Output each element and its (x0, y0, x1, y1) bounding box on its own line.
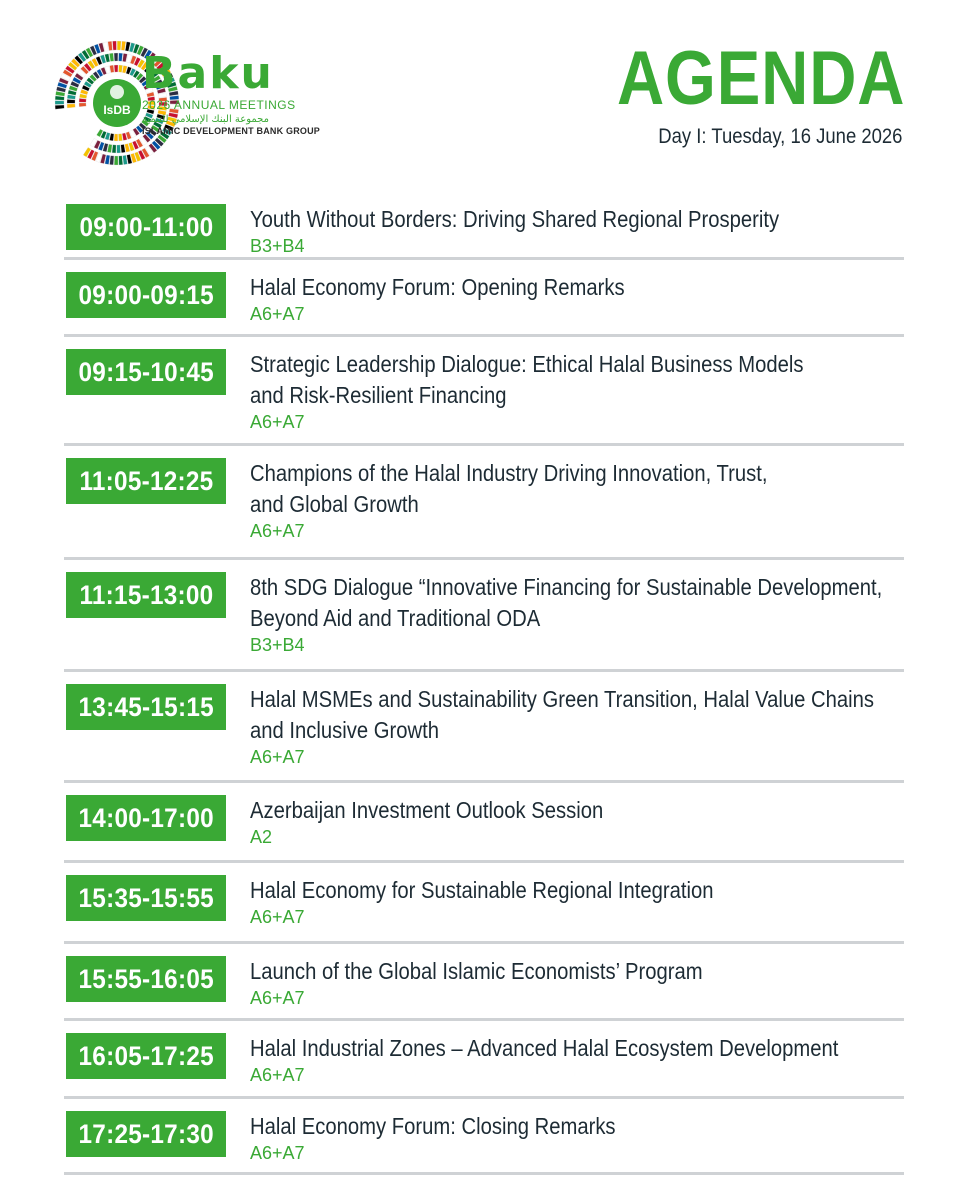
flag-tile (113, 41, 117, 50)
session-room: A6+A7 (250, 304, 305, 324)
session-title: Halal Economy Forum: Opening Remarks (250, 274, 625, 300)
agenda-row (64, 192, 904, 260)
time-badge: 09:00-09:15 (66, 272, 226, 318)
time-badge: 15:35-15:55 (66, 875, 226, 921)
flag-tile (107, 144, 112, 152)
flag-tile (112, 145, 116, 153)
session-room: B3+B4 (250, 236, 305, 256)
flag-tile (55, 105, 64, 109)
agenda-row (64, 863, 904, 944)
flag-tile (79, 103, 86, 107)
page-title: AGENDA (616, 36, 905, 121)
agenda-row (64, 560, 904, 672)
logo-bank-name: ISLAMIC DEVELOPMENT BANK GROUP (142, 126, 321, 136)
session-title: Champions of the Halal Industry Driving Innovation, Trust, and Global Growth (250, 460, 768, 517)
flag-tile (109, 53, 113, 61)
flag-tile (79, 98, 86, 102)
flag-tile (114, 65, 118, 72)
flag-tile (114, 156, 118, 165)
time-badge: 14:00-17:00 (66, 795, 226, 841)
agenda-row (64, 783, 904, 863)
session-room: A6+A7 (250, 907, 305, 927)
flag-tile (55, 96, 64, 100)
agenda-row (64, 260, 904, 337)
time-badge: 09:00-11:00 (66, 204, 226, 250)
session-title: Strategic Leadership Dialogue: Ethical Halal Business Models and Risk-Resilient Financing (250, 351, 804, 408)
time-badge: 09:15-10:45 (66, 349, 226, 395)
session-room: A6+A7 (250, 747, 305, 767)
flag-tile (109, 133, 113, 140)
flag-tile (67, 104, 75, 108)
flag-tile (121, 144, 126, 152)
flag-tile (108, 41, 113, 50)
session-title: Youth Without Borders: Driving Shared Regional Prosperity (250, 206, 780, 232)
flag-tile (119, 65, 123, 72)
flag-tile (117, 145, 121, 153)
flag-tile (114, 134, 118, 141)
session-room: A6+A7 (250, 988, 305, 1008)
agenda-list (64, 192, 904, 1175)
agenda-row (64, 944, 904, 1021)
time-badge: 13:45-15:15 (66, 684, 226, 730)
logo-arabic-name: مجموعة البنك الإسلامي للتنمية (142, 114, 269, 125)
agenda-row (64, 1099, 904, 1175)
flag-tile (118, 134, 122, 141)
session-title: Halal Economy for Sustainable Regional Integration (250, 877, 714, 903)
header (0, 0, 960, 190)
flag-tile (55, 101, 64, 105)
agenda-row (64, 672, 904, 783)
flag-tile (114, 53, 118, 61)
session-title: Launch of the Global Islamic Economists’ Program (250, 958, 703, 984)
agenda-row (64, 1021, 904, 1099)
flag-tile (119, 156, 123, 165)
agenda-row (64, 446, 904, 560)
time-badge: 17:25-17:30 (66, 1111, 226, 1157)
logo-baku: Baku (142, 48, 274, 99)
time-badge: 11:15-13:00 (66, 572, 226, 618)
flag-tile (123, 155, 128, 164)
agenda-row (64, 337, 904, 446)
flag-tile (121, 41, 126, 50)
flag-tile (117, 41, 121, 50)
session-room: A6+A7 (250, 1065, 305, 1085)
session-room: A6+A7 (250, 521, 305, 541)
flag-tile (118, 53, 122, 61)
session-title: Halal Industrial Zones – Advanced Halal Ecosystem Development (250, 1035, 839, 1061)
time-badge: 16:05-17:25 (66, 1033, 226, 1079)
session-title: Azerbaijan Investment Outlook Session (250, 797, 604, 823)
session-room: A2 (250, 827, 273, 847)
session-title: 8th SDG Dialogue “Innovative Financing for Sustainable Development, Beyond Aid and Traditional ODA (250, 574, 883, 631)
logo-annual-meetings: 2026 ANNUAL MEETINGS (142, 98, 296, 112)
flag-tile (67, 95, 75, 100)
time-badge: 15:55-16:05 (66, 956, 226, 1002)
flag-tile (110, 65, 114, 72)
flag-tile (67, 99, 75, 103)
session-room: A6+A7 (250, 1143, 305, 1163)
session-title: Halal Economy Forum: Closing Remarks (250, 1113, 616, 1139)
page-subtitle: Day I: Tuesday, 16 June 2026 (657, 125, 902, 148)
emblem-text: IsDB (103, 103, 131, 117)
flag-tile (110, 156, 114, 165)
time-badge: 11:05-12:25 (66, 458, 226, 504)
logo-wordmark (142, 48, 322, 136)
session-title: Halal MSMEs and Sustainability Green Transition, Halal Value Chains and Inclusive Growth (250, 686, 875, 743)
session-room: B3+B4 (250, 635, 305, 655)
session-room: A6+A7 (250, 412, 305, 432)
